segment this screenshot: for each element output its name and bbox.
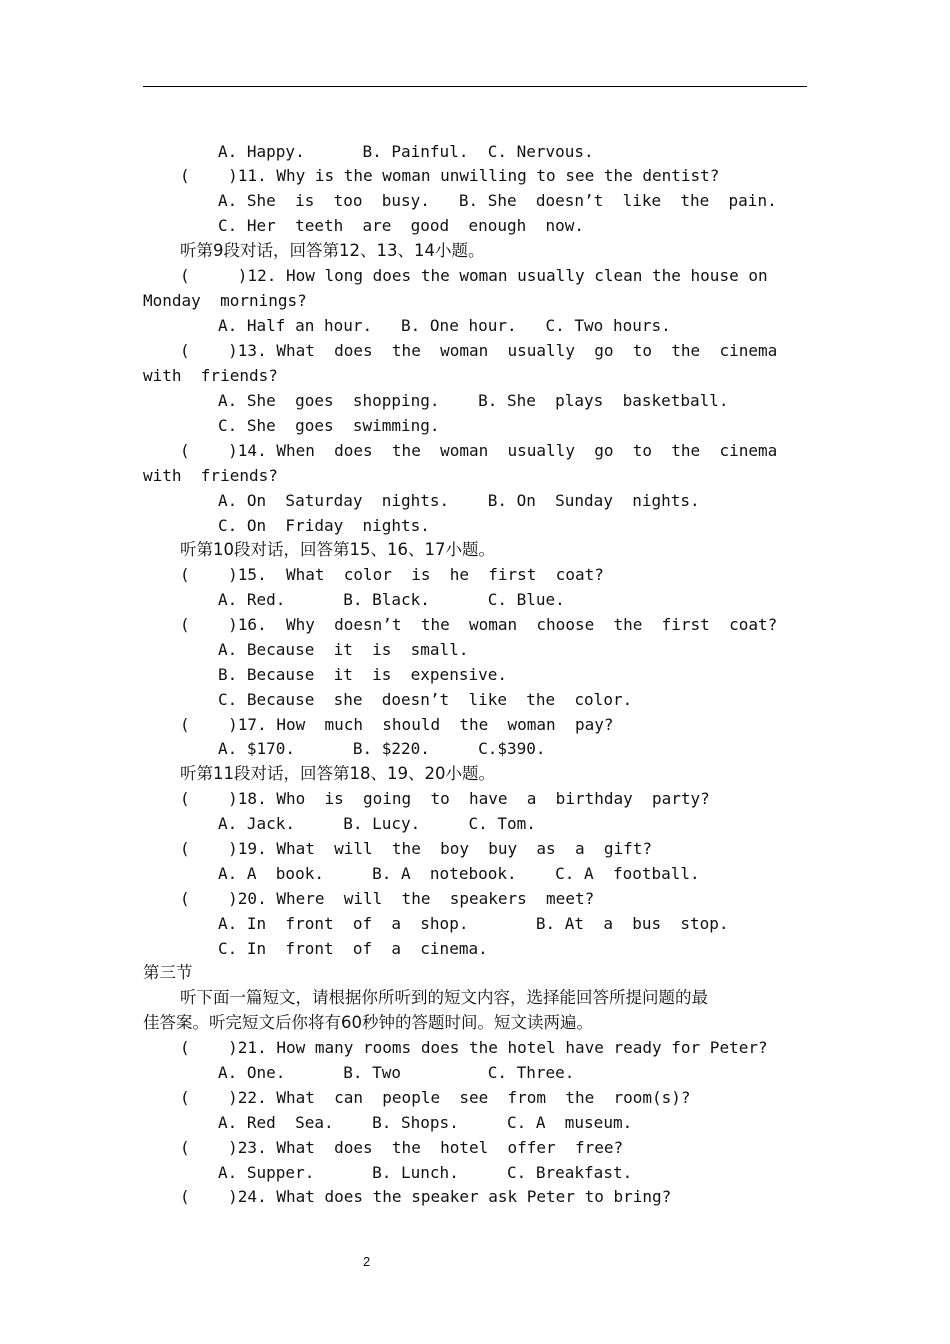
text-line: C. In front of a cinema.: [218, 939, 488, 958]
text-line: ( )16. Why doesn’t the woman choose the first coat?: [180, 615, 778, 634]
header-rule: [143, 86, 807, 87]
text-line: A. Red. B. Black. C. Blue.: [218, 590, 565, 609]
text-line: ( )22. What can people see from the room(s)?: [180, 1088, 691, 1107]
text-line: A. A book. B. A notebook. C. A football.: [218, 864, 700, 883]
text-line: A. Jack. B. Lucy. C. Tom.: [218, 814, 536, 833]
text-line: ( )14. When does the woman usually go to the cinema: [180, 441, 778, 460]
text-line: C. Because she doesn’t like the color.: [218, 690, 633, 709]
text-line: ( )15. What color is he first coat?: [180, 565, 604, 584]
text-line: A. Red Sea. B. Shops. C. A museum.: [218, 1113, 633, 1132]
text-line: ( )11. Why is the woman unwilling to see the dentist?: [180, 166, 720, 185]
page-number: 2: [363, 1254, 371, 1269]
text-line: ( )19. What will the boy buy as a gift?: [180, 839, 653, 858]
text-line: C. She goes swimming.: [218, 416, 440, 435]
text-line: 听第10段对话，回答第15、16、17小题。: [180, 540, 495, 559]
text-line: ( )24. What does the speaker ask Peter to bring?: [180, 1187, 672, 1206]
text-line: A. Happy. B. Painful. C. Nervous.: [218, 142, 594, 161]
text-line: ( )13. What does the woman usually go to the cinema: [180, 341, 778, 360]
text-line: A. One. B. Two C. Three.: [218, 1063, 575, 1082]
text-line: C. On Friday nights.: [218, 516, 430, 535]
text-line: ( )18. Who is going to have a birthday party?: [180, 789, 710, 808]
text-line: with friends?: [143, 366, 278, 385]
text-line: B. Because it is expensive.: [218, 665, 507, 684]
text-line: 第三节: [143, 963, 193, 982]
text-line: ( )12. How long does the woman usually clean the house on: [180, 266, 768, 285]
text-line: A. In front of a shop. B. At a bus stop.: [218, 914, 729, 933]
text-line: 听第9段对话，回答第12、13、14小题。: [180, 241, 485, 260]
text-line: A. Half an hour. B. One hour. C. Two hours.: [218, 316, 671, 335]
text-line: ( )20. Where will the speakers meet?: [180, 889, 595, 908]
text-line: 听下面一篇短文，请根据你所听到的短文内容，选择能回答所提问题的最: [180, 988, 708, 1007]
text-line: 佳答案。听完短文后你将有60秒钟的答题时间。短文读两遍。: [143, 1013, 593, 1032]
text-line: Monday mornings?: [143, 291, 307, 310]
text-line: 听第11段对话，回答第18、19、20小题。: [180, 764, 495, 783]
text-line: A. She is too busy. B. She doesn’t like the pain.: [218, 191, 777, 210]
text-line: A. Supper. B. Lunch. C. Breakfast.: [218, 1163, 633, 1182]
text-line: C. Her teeth are good enough now.: [218, 216, 585, 235]
text-line: ( )23. What does the hotel offer free?: [180, 1138, 624, 1157]
text-line: ( )21. How many rooms does the hotel have ready for Peter?: [180, 1038, 768, 1057]
text-line: with friends?: [143, 466, 278, 485]
text-line: A. Because it is small.: [218, 640, 469, 659]
text-line: A. $170. B. $220. C.$390.: [218, 739, 546, 758]
text-line: ( )17. How much should the woman pay?: [180, 715, 614, 734]
text-line: A. She goes shopping. B. She plays basketball.: [218, 391, 729, 410]
text-line: A. On Saturday nights. B. On Sunday nights.: [218, 491, 700, 510]
